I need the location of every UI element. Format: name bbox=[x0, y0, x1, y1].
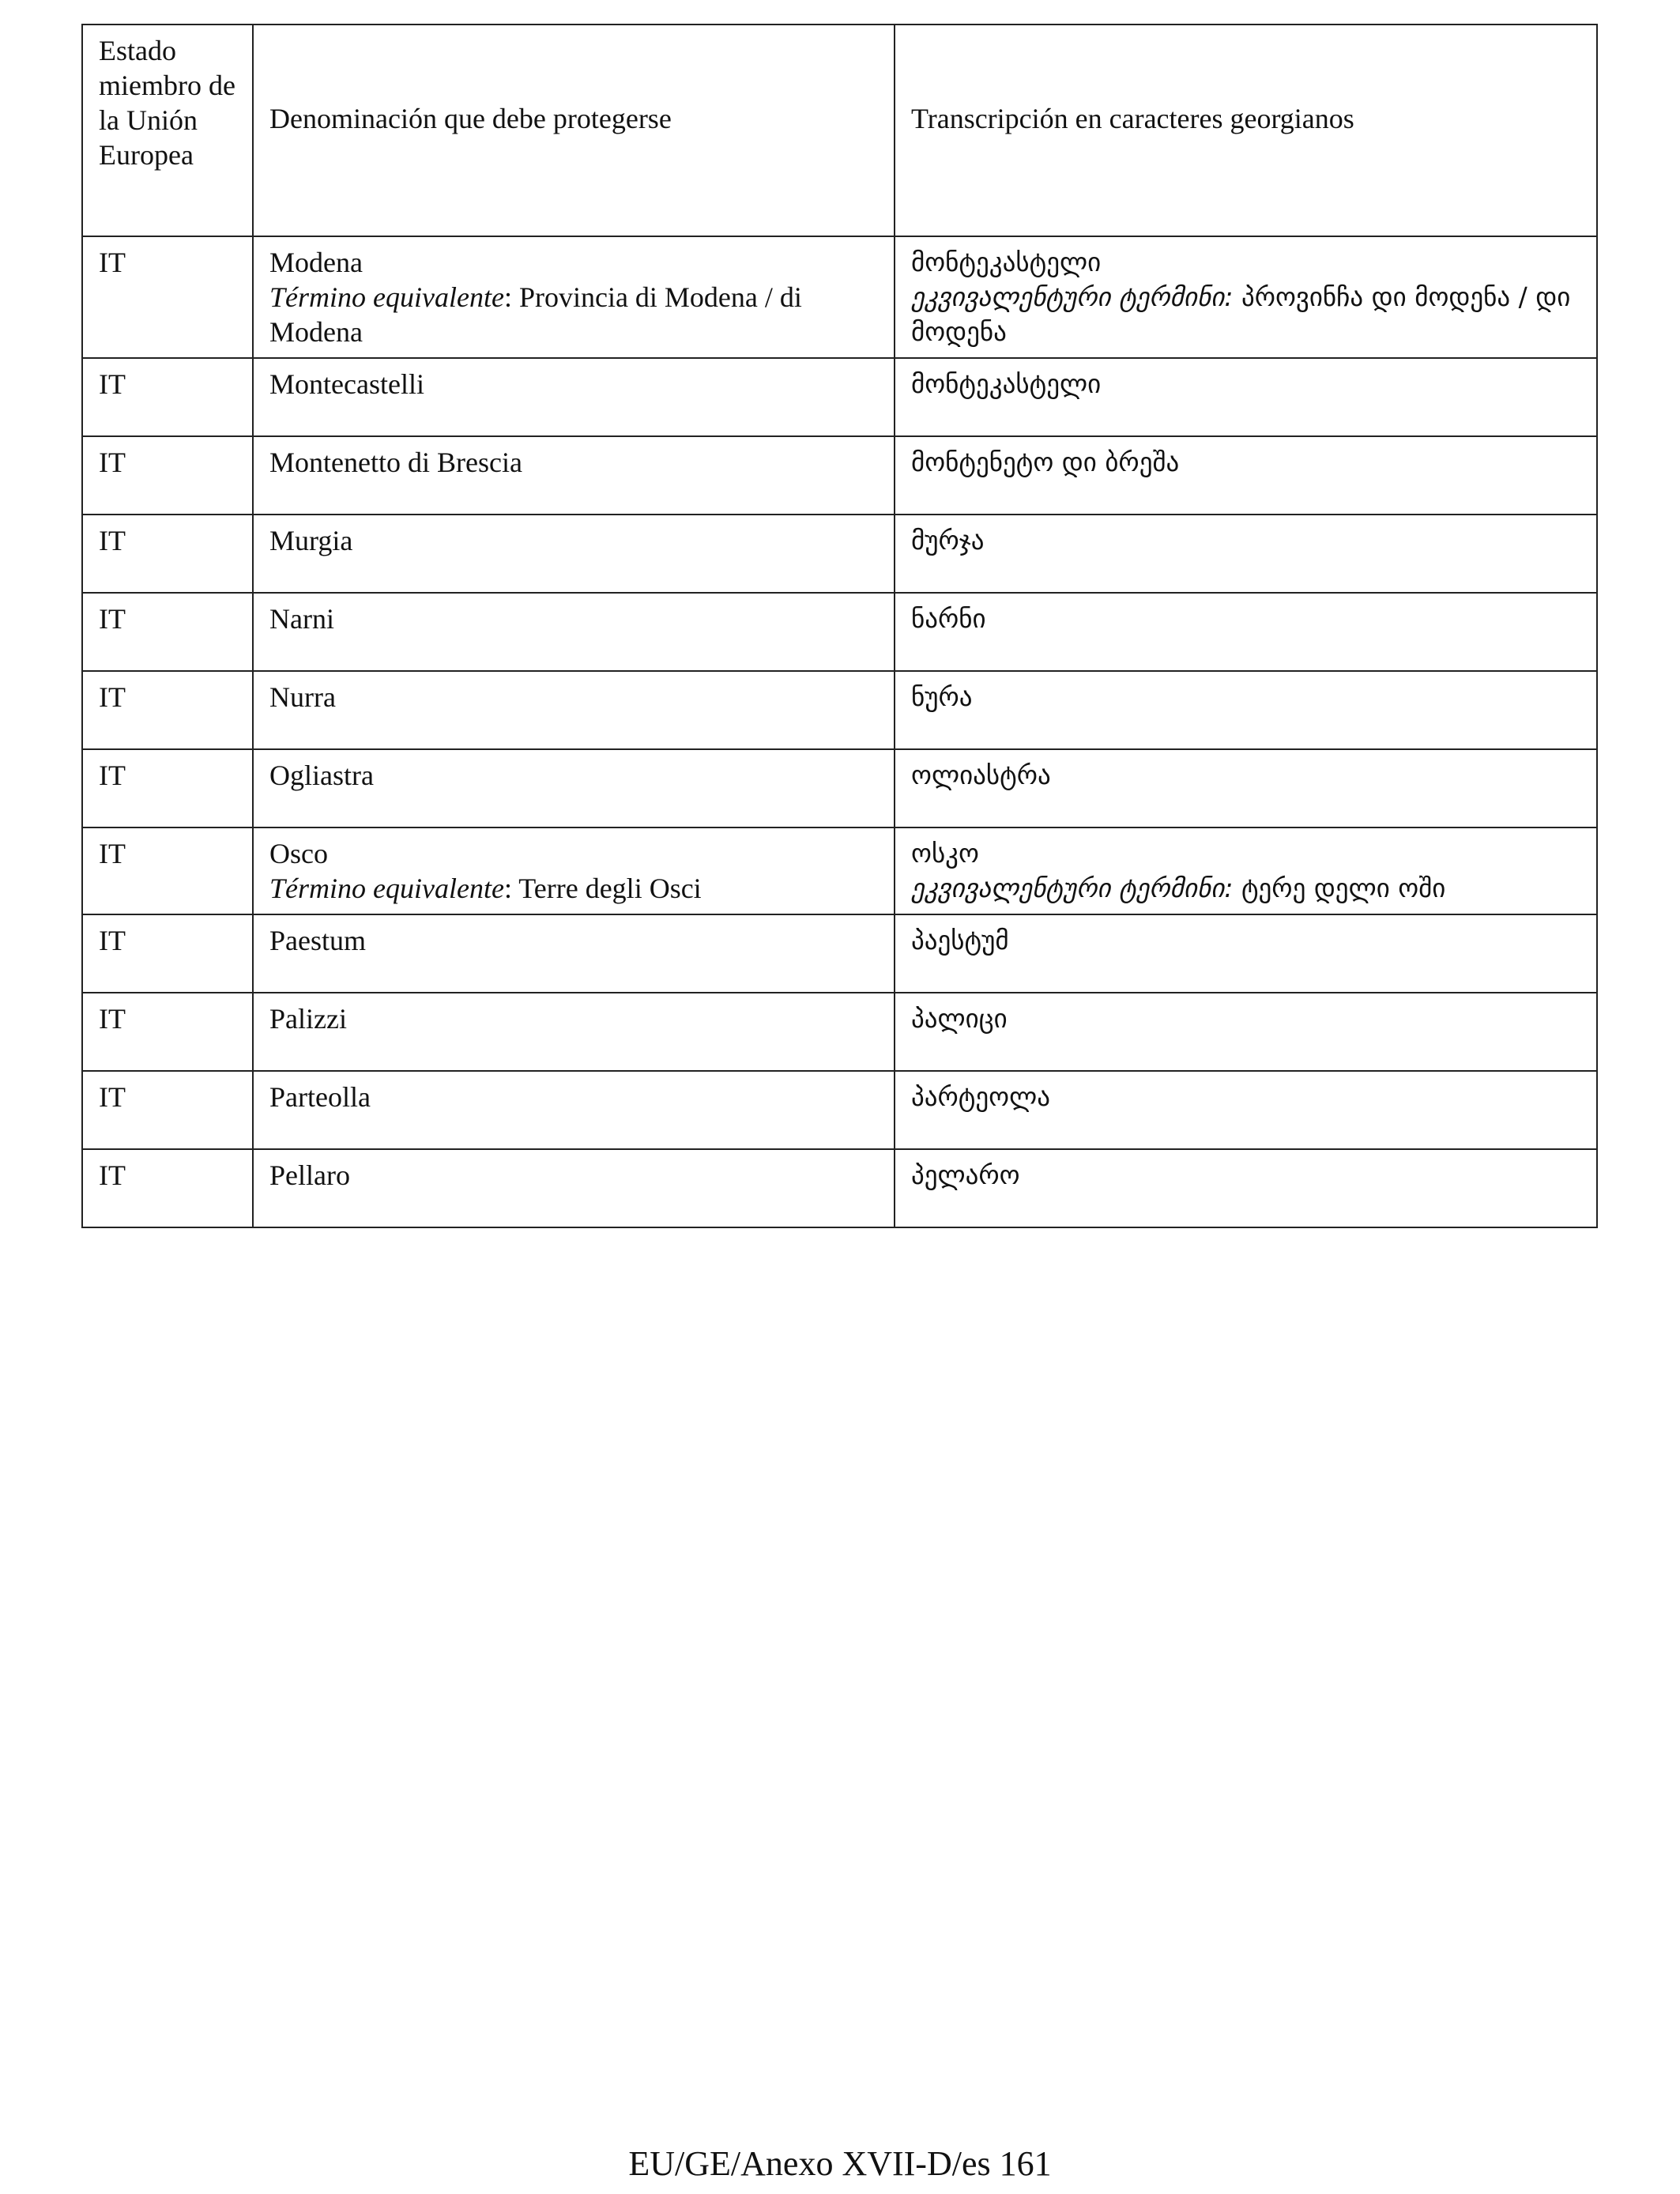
state-cell: IT bbox=[82, 358, 253, 436]
georgian-cell: მონტეკასტელი bbox=[895, 358, 1597, 436]
denominations-table bbox=[81, 24, 1598, 1228]
table-row bbox=[82, 1071, 1597, 1149]
page-footer: EU/GE/Anexo XVII-D/es 161 bbox=[628, 2144, 1052, 2183]
table-row bbox=[82, 358, 1597, 436]
equivalent-term-label: Término equivalente bbox=[269, 281, 504, 313]
table-row bbox=[82, 436, 1597, 515]
state-cell: IT bbox=[82, 671, 253, 749]
denomination-cell: Montenetto di Brescia bbox=[253, 436, 895, 515]
table-row bbox=[82, 749, 1597, 827]
denomination-name: Osco bbox=[269, 838, 328, 869]
georgian-cell bbox=[895, 827, 1597, 914]
table-row bbox=[82, 515, 1597, 593]
denomination-cell bbox=[253, 827, 895, 914]
state-cell: IT bbox=[82, 1071, 253, 1149]
georgian-equivalent-value: პროვინჩა დი მოდენა / დი მოდენა bbox=[911, 281, 1571, 347]
state-cell: IT bbox=[82, 236, 253, 358]
denomination-cell: Pellaro bbox=[253, 1149, 895, 1227]
state-cell: IT bbox=[82, 749, 253, 827]
table-row bbox=[82, 1149, 1597, 1227]
denomination-cell: Paestum bbox=[253, 914, 895, 993]
state-cell: IT bbox=[82, 593, 253, 671]
equivalent-term: Término equivalente: Terre degli Osci bbox=[269, 873, 702, 904]
header-georgian-transcription: Transcripción en caracteres georgianos bbox=[895, 25, 1597, 236]
table-row bbox=[82, 993, 1597, 1071]
georgian-name: ოსკო bbox=[911, 838, 979, 869]
state-cell: IT bbox=[82, 1149, 253, 1227]
denomination-cell: Montecastelli bbox=[253, 358, 895, 436]
denomination-cell: Nurra bbox=[253, 671, 895, 749]
georgian-cell bbox=[895, 236, 1597, 358]
georgian-cell: მურჯა bbox=[895, 515, 1597, 593]
denomination-name: Modena bbox=[269, 247, 363, 278]
denomination-cell: Ogliastra bbox=[253, 749, 895, 827]
denomination-cell bbox=[253, 236, 895, 358]
georgian-cell: ნარნი bbox=[895, 593, 1597, 671]
georgian-cell: ოლიასტრა bbox=[895, 749, 1597, 827]
equivalent-term-value: Provincia di Modena / di Modena bbox=[269, 281, 802, 348]
state-cell: IT bbox=[82, 914, 253, 993]
table-row bbox=[82, 827, 1597, 914]
table-header-row bbox=[82, 25, 1597, 236]
georgian-equivalent-value: ტერე დელი ოში bbox=[1241, 873, 1446, 903]
table-row bbox=[82, 236, 1597, 358]
georgian-cell: პაესტუმ bbox=[895, 914, 1597, 993]
equivalent-term: Término equivalente: Provincia di Modena / di Modena bbox=[269, 281, 802, 348]
header-member-state: Estado miembro de la Unión Europea bbox=[82, 25, 253, 236]
table-row bbox=[82, 914, 1597, 993]
georgian-equivalent bbox=[911, 280, 1580, 349]
georgian-equivalent-label: ეკვივალენტური ტერმინი: bbox=[911, 281, 1234, 312]
table-row bbox=[82, 593, 1597, 671]
table-row bbox=[82, 671, 1597, 749]
georgian-cell: პელარო bbox=[895, 1149, 1597, 1227]
georgian-name: მონტეკასტელი bbox=[911, 247, 1102, 277]
state-cell: IT bbox=[82, 993, 253, 1071]
denomination-cell: Parteolla bbox=[253, 1071, 895, 1149]
denomination-cell: Murgia bbox=[253, 515, 895, 593]
denomination-cell: Narni bbox=[253, 593, 895, 671]
equivalent-term-value: Terre degli Osci bbox=[518, 873, 702, 904]
denomination-cell: Palizzi bbox=[253, 993, 895, 1071]
georgian-equivalent bbox=[911, 871, 1580, 906]
georgian-cell: პალიცი bbox=[895, 993, 1597, 1071]
header-denomination: Denominación que debe protegerse bbox=[253, 25, 895, 236]
georgian-equivalent-label: ეკვივალენტური ტერმინი: bbox=[911, 873, 1234, 903]
equivalent-term-label: Término equivalente bbox=[269, 873, 504, 904]
georgian-cell: მონტენეტო დი ბრეშა bbox=[895, 436, 1597, 515]
georgian-cell: ნურა bbox=[895, 671, 1597, 749]
state-cell: IT bbox=[82, 515, 253, 593]
state-cell: IT bbox=[82, 436, 253, 515]
state-cell: IT bbox=[82, 827, 253, 914]
georgian-cell: პარტეოლა bbox=[895, 1071, 1597, 1149]
